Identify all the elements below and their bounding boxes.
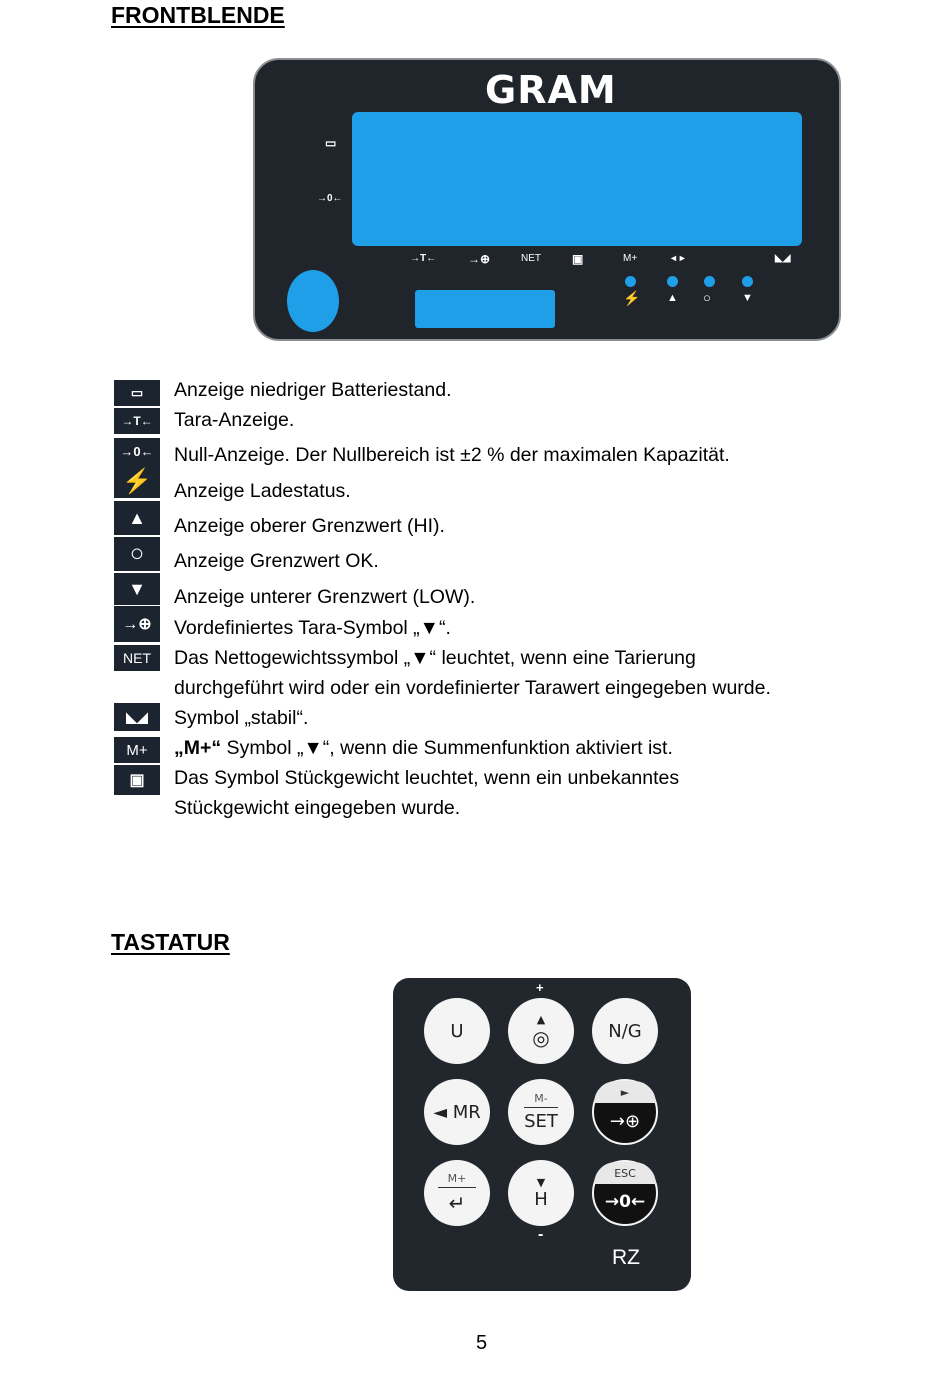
enter-key[interactable]	[424, 1160, 490, 1226]
lower-limit-led	[742, 276, 753, 287]
keyboard-heading: TASTATUR	[111, 929, 230, 955]
legend-text-battery: Anzeige niedriger Batteriestand.	[174, 379, 452, 401]
esc-label: ESC	[594, 1162, 656, 1184]
preset-tare-icon: →⊕	[114, 606, 160, 642]
legend-text-piece: Das Symbol Stückgewicht leuchtet, wenn ein unbekanntes	[174, 767, 680, 789]
down-arrow-icon: ▼	[536, 1176, 546, 1189]
piece-weight-icon: ▣	[114, 765, 160, 795]
legend-text-mplus-bold: „M+“	[174, 737, 222, 759]
battery-icon: ▭	[325, 136, 337, 150]
mplus-label: M+	[438, 1172, 477, 1188]
mminus-label: M-	[524, 1092, 557, 1108]
net-icon: NET	[114, 645, 160, 671]
ir-sensor	[287, 270, 339, 332]
up-icon: ▲	[667, 292, 678, 304]
hold-key-label: H	[534, 1189, 548, 1210]
main-display	[352, 112, 802, 246]
zero-icon: →0←	[114, 438, 160, 464]
charge-led	[625, 276, 636, 287]
limit-ok-icon: ○	[114, 537, 160, 571]
set-key-label: SET	[524, 1111, 558, 1132]
target-icon: ◎	[532, 1025, 550, 1050]
up-arrow-icon: ▲	[536, 1012, 546, 1026]
legend-text-zero: Null-Anzeige. Der Nullbereich ist ±2 % der maximalen Kapazität.	[174, 444, 730, 466]
legend-text-mplus-rest: Symbol „▼“, wenn die Summenfunktion aktiviert ist.	[221, 737, 673, 759]
preset-tare-key-icon: →⊕	[609, 1110, 641, 1132]
charge-icon: ⚡	[114, 464, 160, 498]
keypad	[393, 978, 691, 1291]
upper-limit-led	[667, 276, 678, 287]
plus-label: +	[536, 980, 544, 995]
battery-icon: ▭	[114, 380, 160, 406]
charge-icon: ⚡	[623, 290, 641, 306]
legend-text-preset-tare: Vordefiniertes Tara-Symbol „▼“.	[174, 617, 451, 639]
legend-text-net: Das Nettogewichtssymbol „▼“ leuchtet, wenn eine Tarierung	[174, 647, 696, 669]
tare-icon: →T←	[410, 253, 437, 264]
legend-text-net-cont: durchgeführt wird oder ein vordefinierter Tarawert eingegeben wurde.	[174, 677, 771, 699]
front-panel-heading: FRONTBLENDE	[111, 2, 285, 28]
ok-icon: ○	[703, 290, 711, 305]
piece-weight-icon: ▣	[572, 252, 584, 266]
mplus-icon: M+	[623, 253, 638, 264]
secondary-display	[415, 290, 555, 328]
upper-limit-icon: ▲	[114, 501, 160, 535]
zero-key-icon: →0←	[604, 1192, 646, 1212]
right-arrow-icon: ►	[594, 1081, 656, 1103]
minus-label: -	[538, 1226, 544, 1243]
arrows-icon: ◄►	[669, 253, 687, 263]
preset-tare-icon: →⊕	[468, 252, 491, 266]
preset-tare-key[interactable]	[592, 1079, 658, 1145]
tare-icon: →T←	[114, 408, 160, 434]
legend-text-charge: Anzeige Ladestatus.	[174, 480, 351, 502]
legend-text-stable: Symbol „stabil“.	[174, 707, 309, 729]
stable-icon: ◣◢	[775, 253, 791, 264]
front-panel	[253, 58, 841, 341]
page-number: 5	[475, 1332, 488, 1354]
lower-limit-icon: ▼	[114, 573, 160, 605]
down-icon: ▼	[742, 292, 753, 304]
mplus-icon: M+	[114, 737, 160, 763]
ok-led	[704, 276, 715, 287]
up-key[interactable]	[508, 998, 574, 1064]
brand-logo: GRAM	[485, 68, 617, 112]
net-icon: NET	[521, 253, 541, 264]
zero-icon: →0←	[317, 193, 343, 204]
zero-key[interactable]	[592, 1160, 658, 1226]
net-gross-key[interactable]	[592, 998, 658, 1064]
legend-text-lower-limit: Anzeige unterer Grenzwert (LOW).	[174, 586, 476, 608]
set-key[interactable]	[508, 1079, 574, 1145]
legend-text-mplus	[174, 733, 673, 763]
legend-text-limit-ok: Anzeige Grenzwert OK.	[174, 550, 379, 572]
u-key[interactable]	[424, 998, 490, 1064]
mr-key[interactable]	[424, 1079, 490, 1145]
legend-text-upper-limit: Anzeige oberer Grenzwert (HI).	[174, 515, 445, 537]
legend-text-tare: Tara-Anzeige.	[174, 409, 295, 431]
rz-label: RZ	[612, 1246, 640, 1269]
hold-key[interactable]	[508, 1160, 574, 1226]
u-key-label: U	[450, 1020, 464, 1042]
legend-text-piece-cont: Stückgewicht eingegeben wurde.	[174, 797, 461, 819]
enter-icon: ↵	[448, 1190, 466, 1215]
mr-key-label: ◄ MR	[433, 1101, 481, 1123]
net-gross-key-label: N/G	[608, 1020, 642, 1042]
stable-icon: ◣◢	[114, 703, 160, 731]
